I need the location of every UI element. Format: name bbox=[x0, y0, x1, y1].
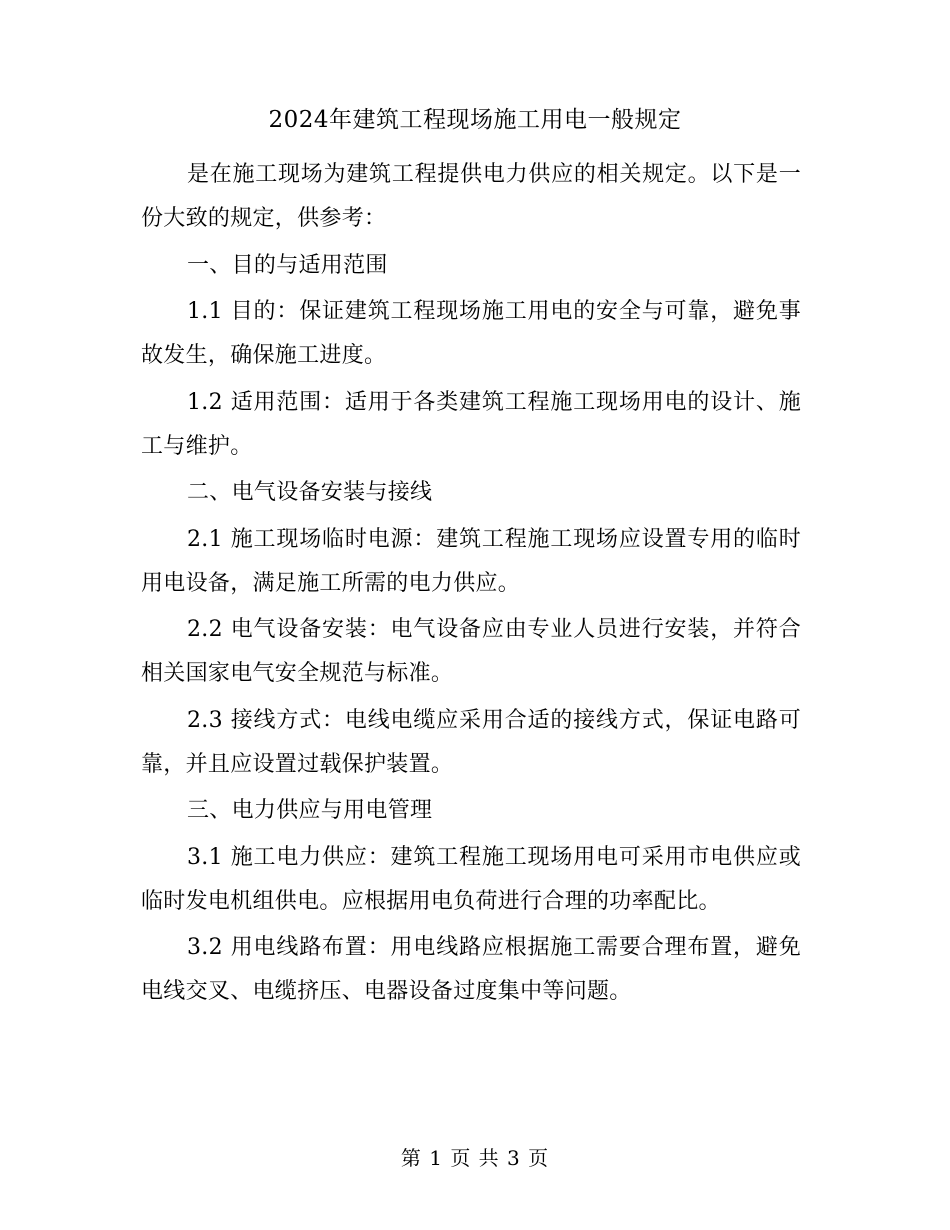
section-heading-1: 一、目的与适用范围 bbox=[187, 252, 388, 278]
paragraph-1-1: 1.1 目的：保证建筑工程现场施工用电的安全与可靠，避免事故发生，确保施工进度。 bbox=[141, 299, 801, 368]
paragraph-3-1: 3.1 施工电力供应：建筑工程施工现场用电可采用市电供应或临时发电机组供电。应根据用电负荷进行合理的功率配比。 bbox=[141, 844, 801, 914]
paragraph-2-3: 2.3 接线方式：电线电缆应采用合适的接线方式，保证电路可靠，并且应设置过载保护装置。 bbox=[141, 707, 801, 777]
paragraph-3-2: 3.2 用电线路布置：用电线路应根据施工需要合理布置，避免电线交叉、电缆挤压、电器设备过度集中等问题。 bbox=[141, 935, 801, 1004]
paragraph-2-2: 2.2 电气设备安装：电气设备应由专业人员进行安装，并符合相关国家电气安全规范与标准。 bbox=[141, 617, 801, 686]
document-title: 2024年建筑工程现场施工用电一般规定 bbox=[268, 107, 682, 133]
section-heading-3: 三、电力供应与用电管理 bbox=[187, 798, 433, 823]
page-number-footer: 第 1 页 共 3 页 bbox=[400, 1146, 550, 1170]
section-heading-2: 二、电气设备安装与接线 bbox=[187, 480, 433, 505]
paragraph-1-2: 1.2 适用范围：适用于各类建筑工程施工现场用电的设计、施工与维护。 bbox=[141, 389, 801, 459]
paragraph-2-1: 2.1 施工现场临时电源：建筑工程施工现场应设置专用的临时用电设备，满足施工所需的电力供应。 bbox=[141, 526, 801, 596]
paragraph-intro: 是在施工现场为建筑工程提供电力供应的相关规定。以下是一份大致的规定，供参考： bbox=[141, 162, 801, 231]
document-body bbox=[141, 153, 801, 1017]
